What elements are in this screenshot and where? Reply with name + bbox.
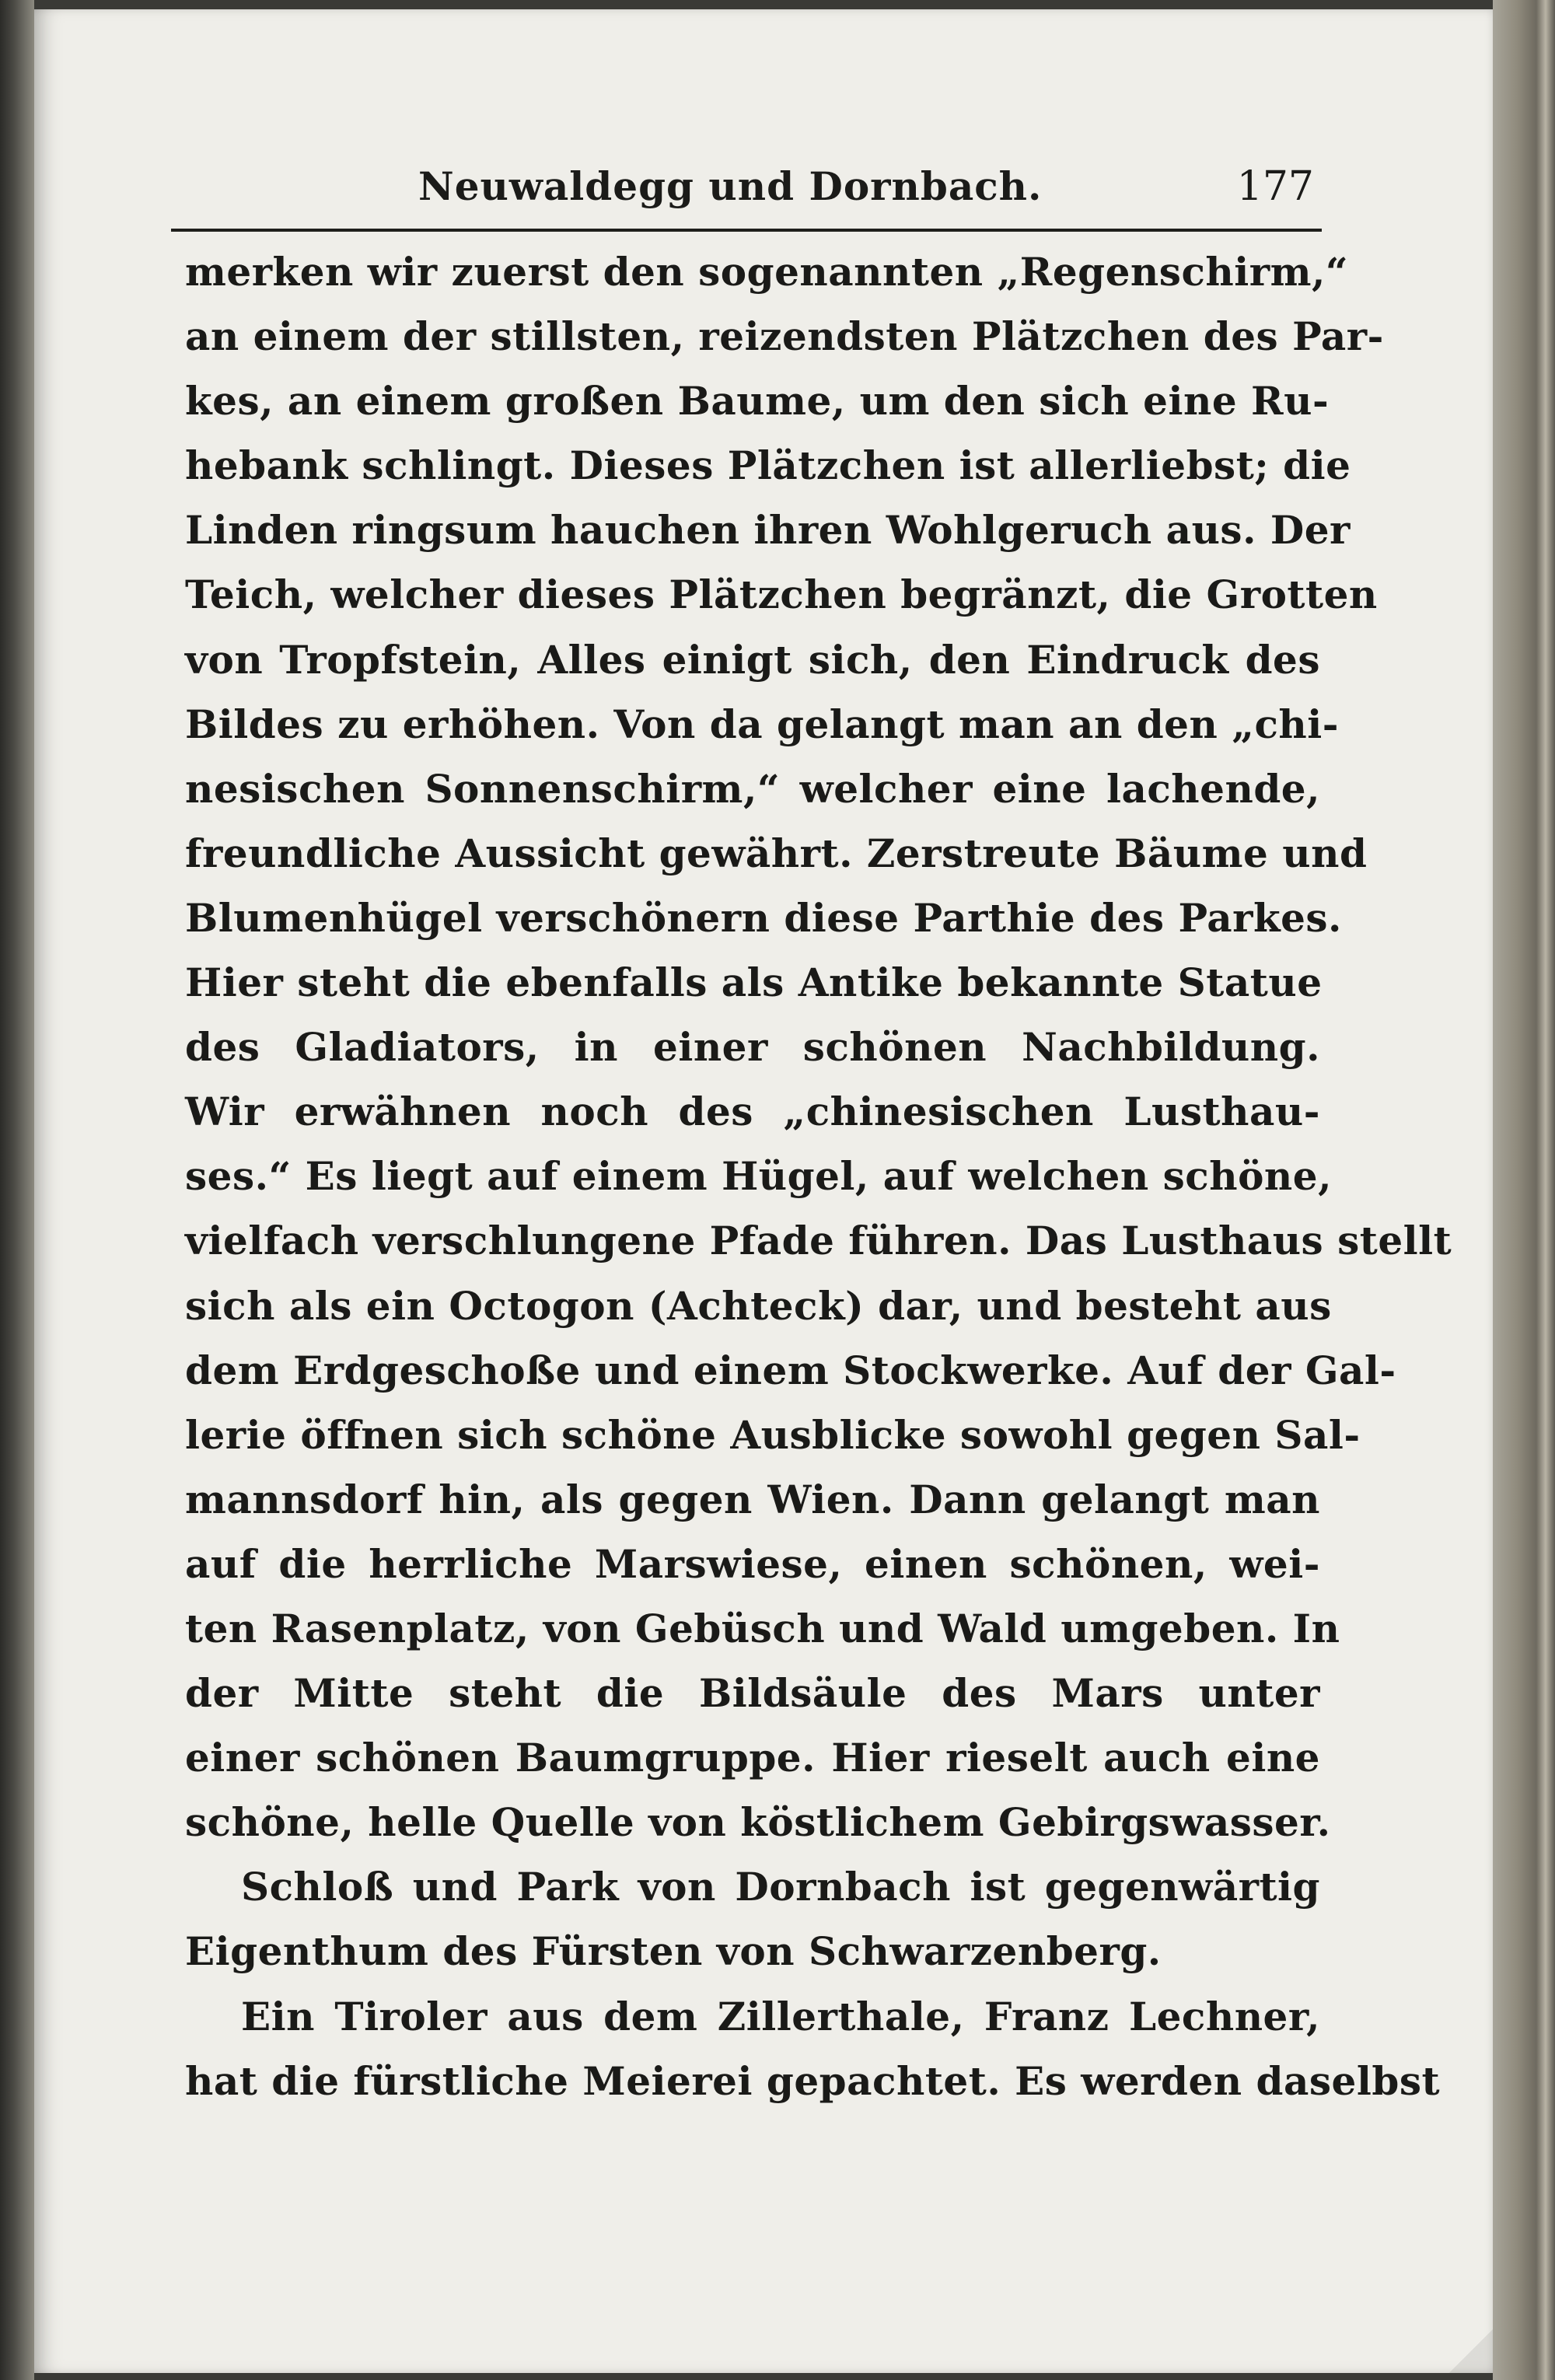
text-line: Eigenthum des Fürsten von Schwarzenberg. xyxy=(185,1928,1162,1975)
text-line: dem Erdgeschoße und einem Stockwerke. Auf der Gal- xyxy=(185,1347,1396,1393)
page-number: 177 xyxy=(1236,163,1314,210)
body-text xyxy=(185,239,1452,2113)
page-stack-edge xyxy=(1493,0,1555,2380)
text-line: sich als ein Octogon (Achteck) dar, und besteht aus xyxy=(185,1282,1332,1329)
text-line: von Tropfstein, Alles einigt sich, den Eindruck des xyxy=(185,636,1320,683)
page-header xyxy=(171,159,1322,232)
text-line: hat die fürstliche Meierei gepachtet. Es werden daselbst xyxy=(185,2057,1441,2104)
book-spine-edge xyxy=(0,0,34,2380)
text-line: kes, an einem großen Baume, um den sich eine Ru- xyxy=(185,378,1330,425)
page-shadow-corner xyxy=(1449,2326,1496,2373)
text-line: Linden ringsum hauchen ihren Wohlgeruch aus. Der xyxy=(185,507,1351,554)
text-line: Bildes zu erhöhen. Von da gelangt man an den „chi- xyxy=(185,701,1340,747)
text-line: mannsdorf hin, als gegen Wien. Dann gelangt man xyxy=(185,1476,1320,1522)
text-line: merken wir zuerst den sogenannten „Regenschirm,“ xyxy=(185,249,1349,295)
text-line: Blumenhügel verschönern diese Parthie des Parkes. xyxy=(185,894,1342,941)
text-line: freundliche Aussicht gewährt. Zerstreute Bäume und xyxy=(185,830,1368,876)
book-page xyxy=(34,9,1496,2373)
text-line: nesischen Sonnenschirm,“ welcher eine lachende, xyxy=(185,765,1320,812)
text-line: Wir erwähnen noch des „chinesischen Lusthau- xyxy=(185,1089,1320,1135)
text-line: vielfach verschlungene Pfade führen. Das Lusthaus stellt xyxy=(185,1218,1452,1264)
text-line: an einem der stillsten, reizendsten Plätzchen des Par- xyxy=(185,313,1384,360)
text-line: ses.“ Es liegt auf einem Hügel, auf welchen schöne, xyxy=(185,1153,1332,1200)
text-line: Schloß und Park von Dornbach ist gegenwärtig xyxy=(241,1864,1320,1910)
text-line: lerie öffnen sich schöne Ausblicke sowohl gegen Sal- xyxy=(185,1411,1361,1458)
text-line: ten Rasenplatz, von Gebüsch und Wald umgeben. In xyxy=(185,1605,1340,1651)
text-line: auf die herrliche Marswiese, einen schönen, wei- xyxy=(185,1540,1320,1587)
text-line: des Gladiators, in einer schönen Nachbildung. xyxy=(185,1024,1320,1071)
text-line: schöne, helle Quelle von köstlichem Gebirgswasser. xyxy=(185,1799,1331,1846)
running-title: Neuwaldegg und Dornbach. xyxy=(418,163,1043,209)
text-line: hebank schlingt. Dieses Plätzchen ist allerliebst; die xyxy=(185,442,1351,489)
text-line: Ein Tiroler aus dem Zillerthale, Franz Lechner, xyxy=(241,1993,1320,2039)
text-line: Hier steht die ebenfalls als Antike bekannte Statue xyxy=(185,959,1323,1006)
text-line: Teich, welcher dieses Plätzchen begränzt, die Grotten xyxy=(185,571,1378,618)
text-line: der Mitte steht die Bildsäule des Mars unter xyxy=(185,1670,1320,1717)
text-line: einer schönen Baumgruppe. Hier rieselt auch eine xyxy=(185,1735,1320,1781)
